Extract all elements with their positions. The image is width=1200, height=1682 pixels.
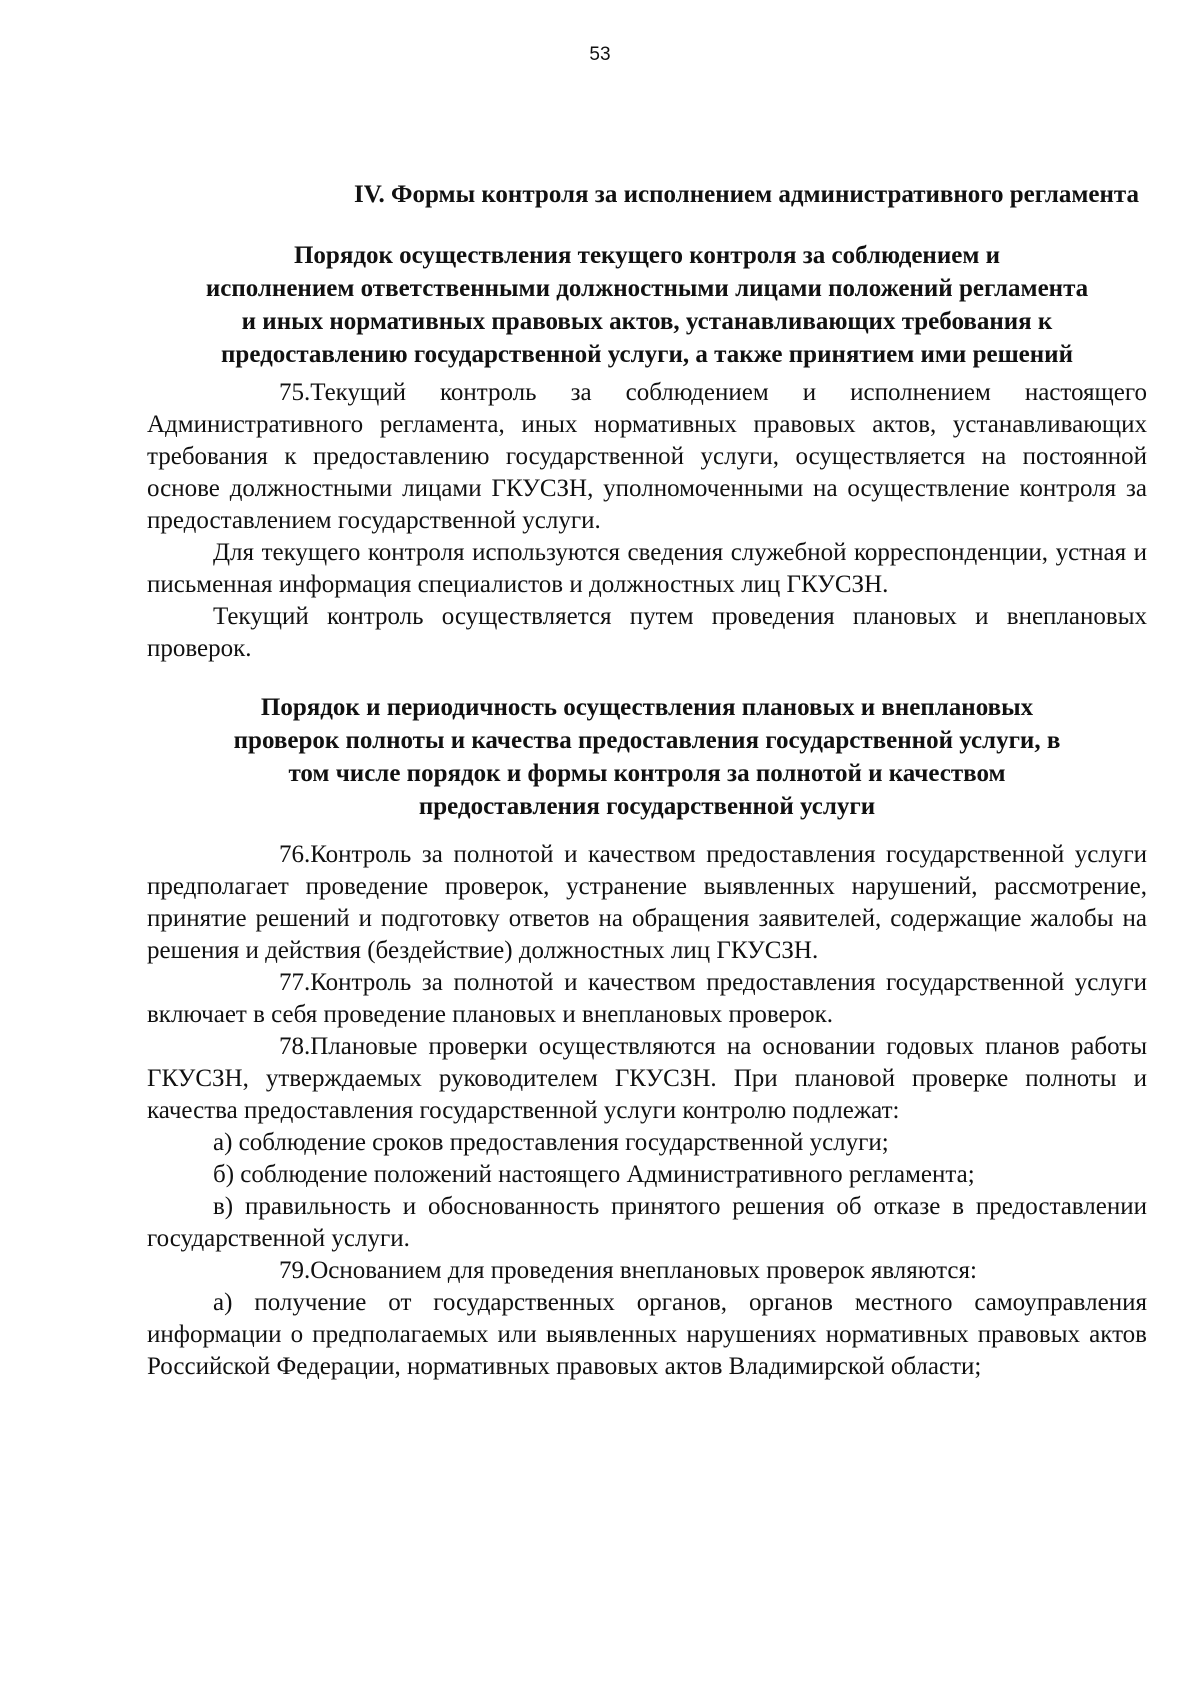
paragraph-text: Контроль за полнотой и качеством предоставления государственной услуги предполагает проведение проверок, устранение выявленных нарушений, рассмотрение, принятие решений и подготовку ответов на обращения заявителей, содержащие жалобы на решения и действия (бездействие) должностных лиц ГКУСЗН.: [147, 841, 1147, 964]
paragraph-number: 76.: [279, 841, 311, 868]
list-item-78b: б) соблюдение положений настоящего Административного регламента;: [213, 1161, 975, 1188]
list-item-78c: в) правильность и обоснованность принятого решения об отказе в предоставлении государственной услуги.: [147, 1193, 1147, 1252]
paragraph-text: Плановые проверки осуществляются на основании годовых планов работы ГКУСЗН, утверждаемых руководителем ГКУСЗН. При плановой проверке полноты и качества предоставления государственной услуги контролю подлежат:: [147, 1033, 1147, 1124]
paragraph-76: [147, 839, 1147, 967]
paragraph-number: 78.: [279, 1033, 311, 1060]
paragraph-number: 77.: [279, 969, 311, 996]
section-title: IV. Формы контроля за исполнением административного регламента: [354, 181, 1139, 208]
subsection-title-current-control: [147, 239, 1147, 371]
subsection-title-line: предоставлению государственной услуги, а также принятием ими решений: [221, 341, 1073, 368]
paragraph-number: 79.: [279, 1257, 311, 1284]
paragraph-text: Текущий контроль за соблюдением и исполнением настоящего Административного регламента, иных нормативных правовых актов, устанавливающих требования к предоставлению государственной услуги, осуществляется на постоянной основе должностными лицами ГКУСЗН, уполномоченными на осуществление контроля за предоставлением государственной услуги.: [147, 379, 1147, 534]
paragraph-text: Контроль за полнотой и качеством предоставления государственной услуги включает в себя проведение плановых и внеплановых проверок.: [147, 969, 1147, 1028]
page-number: 53: [589, 44, 611, 65]
paragraph-75-sources: Для текущего контроля используются сведения служебной корреспонденции, устная и письменная информация специалистов и должностных лиц ГКУСЗН.: [147, 539, 1147, 598]
subsection-title-line: Порядок осуществления текущего контроля за соблюдением и: [293, 242, 1001, 269]
paragraph-75-method: Текущий контроль осуществляется путем проведения плановых и внеплановых проверок.: [147, 603, 1147, 662]
subsection-title-line: том числе порядок и формы контроля за полнотой и качеством: [288, 760, 1006, 787]
paragraph-79: [147, 1255, 1147, 1287]
paragraph-number: 75.: [279, 379, 311, 406]
list-item-78a: а) соблюдение сроков предоставления государственной услуги;: [213, 1129, 889, 1156]
subsection-title-inspections: [147, 691, 1147, 823]
paragraph-77: [147, 967, 1147, 1031]
paragraph-text: Основанием для проведения внеплановых проверок являются:: [310, 1257, 977, 1284]
subsection-title-line: исполнением ответственными должностными лицами положений регламента: [205, 275, 1089, 302]
paragraph-78: [147, 1031, 1147, 1127]
subsection-title-line: Порядок и периодичность осуществления плановых и внеплановых: [260, 694, 1034, 721]
subsection-title-line: и иных нормативных правовых актов, устанавливающих требования к: [241, 308, 1053, 335]
page-content: [147, 142, 1147, 1383]
list-item-79a: а) получение от государственных органов, органов местного самоуправления информации о предполагаемых или выявленных нарушениях нормативных правовых актов Российской Федерации, нормативных правовых актов Владимирской области;: [147, 1289, 1147, 1380]
subsection-title-line: предоставления государственной услуги: [418, 793, 876, 820]
paragraph-75: [147, 377, 1147, 537]
subsection-title-line: проверок полноты и качества предоставления государственной услуги, в: [233, 727, 1061, 754]
